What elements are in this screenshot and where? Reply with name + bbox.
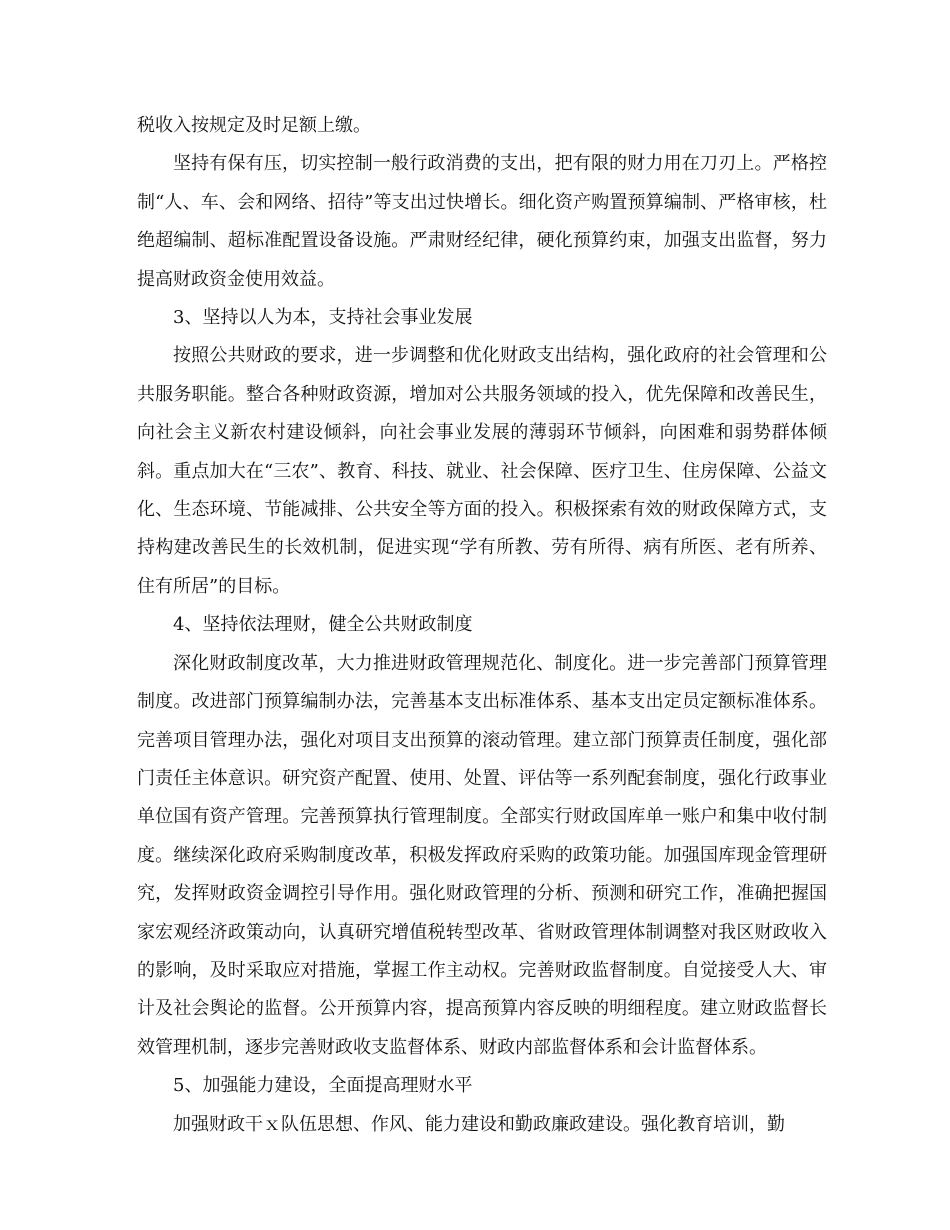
document-body [137, 107, 827, 1144]
section-heading-4: 4、坚持依法理财，健全公共财政制度 [173, 614, 473, 636]
paragraph-tax-revenue: 税收入按规定及时足额上缴。 [137, 115, 371, 136]
paragraph-finance-system-reform: 深化财政制度改革，大力推进财政管理规范化、制度化。进一步完善部门预算管理制度。改进部门预算编制办法，完善基本支出标准体系、基本支出定员定额标准体系。完善项目管理办法，强化对项目支出预算的滚动管理。建立部门预算责任制度，强化部门责任主体意识。研究资产配置、使用、处置、评估等一系列配套制度，强化行政事业单位国有资产管理。完善预算执行管理制度。全部实行财政国库单一账户和集中收付制度。继续深化政府采购制度改革，积极发挥政府采购的政策功能。加强国库现金管理研究，发挥财政资金调控引导作用。强化财政管理的分析、预测和研究工作，准确把握国家宏观经济政策动向，认真研究增值税转型改革、省财政管理体制调整对我区财政收入的影响，及时采取应对措施，掌握工作主动权。完善财政监督制度。自觉接受人大、审计及社会舆论的监督。公开预算内容，提高预算内容反映的明细程度。建立财政监督长效管理机制，逐步完善财政收支监督体系、财政内部监督体系和会计监督体系。 [137, 652, 827, 1058]
section-heading-5: 5、加强能力建设，全面提高理财水平 [173, 1075, 473, 1097]
section-heading-3: 3、坚持以人为本，支持社会事业发展 [173, 307, 473, 329]
paragraph-public-finance: 按照公共财政的要求，进一步调整和优化财政支出结构，强化政府的社会管理和公共服务职能。整合各种财政资源，增加对公共服务领域的投入，优先保障和改善民生，向社会主义新农村建设倾斜，向社会事业发展的薄弱环节倾斜，向困难和弱势群体倾斜。重点加大在“三农”、教育、科技、就业、社会保障、医疗卫生、住房保障、公益文化、生态环境、节能减排、公共安全等方面的投入。积极探索有效的财政保障方式，支持构建改善民生的长效机制，促进实现“学有所教、劳有所得、病有所医、老有所养、住有所居”的目标。 [137, 345, 827, 597]
paragraph-control-spending: 坚持有保有压，切实控制一般行政消费的支出，把有限的财力用在刀刃上。严格控制“人、车、会和网络、招待”等支出过快增长。细化资产购置预算编制、严格审核，杜绝超编制、超标准配置设备设施。严肃财经纪律，硬化预算约束，加强支出监督，努力提高财政资金使用效益。 [137, 153, 827, 290]
paragraph-capacity-building: 加强财政干ｘ队伍思想、作风、能力建设和勤政廉政建设。强化教育培训，勤 [173, 1113, 785, 1135]
